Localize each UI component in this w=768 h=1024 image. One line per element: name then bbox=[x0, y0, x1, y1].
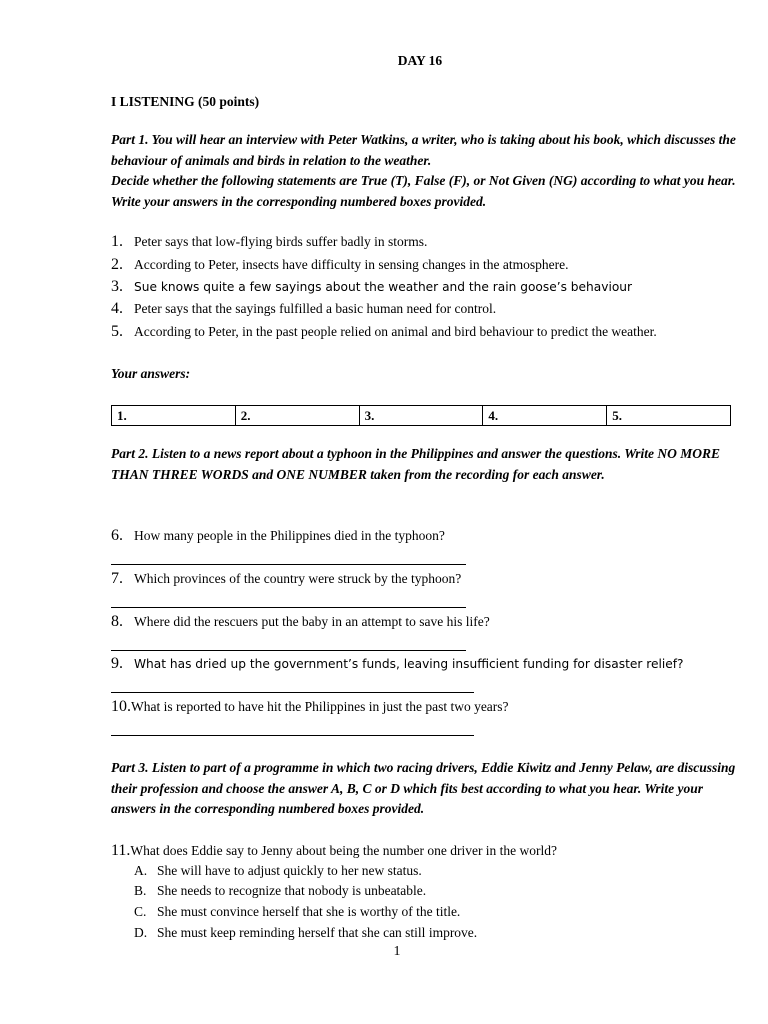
question-8: 8. Where did the rescuers put the baby in an attempt to save his life? bbox=[111, 613, 490, 630]
list-item: 5. According to Peter, in the past people relied on animal and bird behaviour to predict the weather. bbox=[111, 323, 657, 340]
answer-line-7[interactable] bbox=[111, 607, 466, 608]
list-item: 2. According to Peter, insects have difficulty in sensing changes in the atmosphere. bbox=[111, 256, 569, 273]
part1-directions: Decide whether the following statements are True (T), False (F), or Not Given (NG) according to what you hear. Write your answers in the corresponding numbered boxes provided. bbox=[111, 173, 736, 209]
question-11: 11.What does Eddie say to Jenny about being the number one driver in the world? bbox=[111, 842, 558, 859]
list-item: 4. Peter says that the sayings fulfilled a basic human need for control. bbox=[111, 300, 497, 317]
option-a[interactable]: A. She will have to adjust quickly to her new status. bbox=[134, 863, 422, 878]
question-10: 10.What is reported to have hit the Philippines in just the past two years? bbox=[111, 698, 509, 715]
part1-instruction bbox=[111, 130, 736, 212]
part3-instruction: Part 3. Listen to part of a programme in which two racing drivers, Eddie Kiwitz and Jenny Pelaw, are discussing their profession and choose the answer A, B, C or D which fits best according to what you hear. Write your answers in the corresponding numbered boxes provided. bbox=[111, 760, 736, 816]
answer-box-1[interactable]: 1. bbox=[112, 406, 236, 426]
answer-box-3[interactable]: 3. bbox=[359, 406, 483, 426]
answer-line-9[interactable] bbox=[111, 692, 474, 693]
option-b[interactable]: B. She needs to recognize that nobody is unbeatable. bbox=[134, 883, 427, 898]
question-9: 9. What has dried up the government’s funds, leaving insufficient funding for disaster relief? bbox=[111, 655, 684, 672]
question-6: 6. How many people in the Philippines died in the typhoon? bbox=[111, 527, 445, 544]
answer-line-10[interactable] bbox=[111, 735, 474, 736]
option-c[interactable]: C. She must convince herself that she is worthy of the title. bbox=[134, 904, 461, 919]
answer-box-5[interactable]: 5. bbox=[607, 406, 731, 426]
question-7: 7. Which provinces of the country were struck by the typhoon? bbox=[111, 570, 462, 587]
answer-line-6[interactable] bbox=[111, 564, 466, 565]
answers-label: Your answers: bbox=[111, 366, 191, 381]
day-heading: DAY 16 bbox=[397, 53, 443, 68]
list-item: 1. Peter says that low-flying birds suffer badly in storms. bbox=[111, 233, 428, 250]
answer-line-8[interactable] bbox=[111, 650, 466, 651]
part1-intro: Part 1. You will hear an interview with Peter Watkins, a writer, who is taking about his book, which discusses the behaviour of animals and birds in relation to the weather. bbox=[111, 132, 736, 168]
list-item: 3. Sue knows quite a few sayings about the weather and the rain goose’s behaviour bbox=[111, 278, 633, 295]
part2-instruction: Part 2. Listen to a news report about a typhoon in the Philippines and answer the questions. Write NO MORE THAN THREE WORDS and ONE NUMBER taken from the recording for each answer. bbox=[111, 446, 720, 482]
answer-table bbox=[111, 405, 731, 426]
answer-box-2[interactable]: 2. bbox=[235, 406, 359, 426]
answer-box-4[interactable]: 4. bbox=[483, 406, 607, 426]
page-number: 1 bbox=[393, 944, 401, 959]
option-d[interactable]: D. She must keep reminding herself that she can still improve. bbox=[134, 925, 478, 940]
section-title: I LISTENING (50 points) bbox=[111, 94, 260, 109]
